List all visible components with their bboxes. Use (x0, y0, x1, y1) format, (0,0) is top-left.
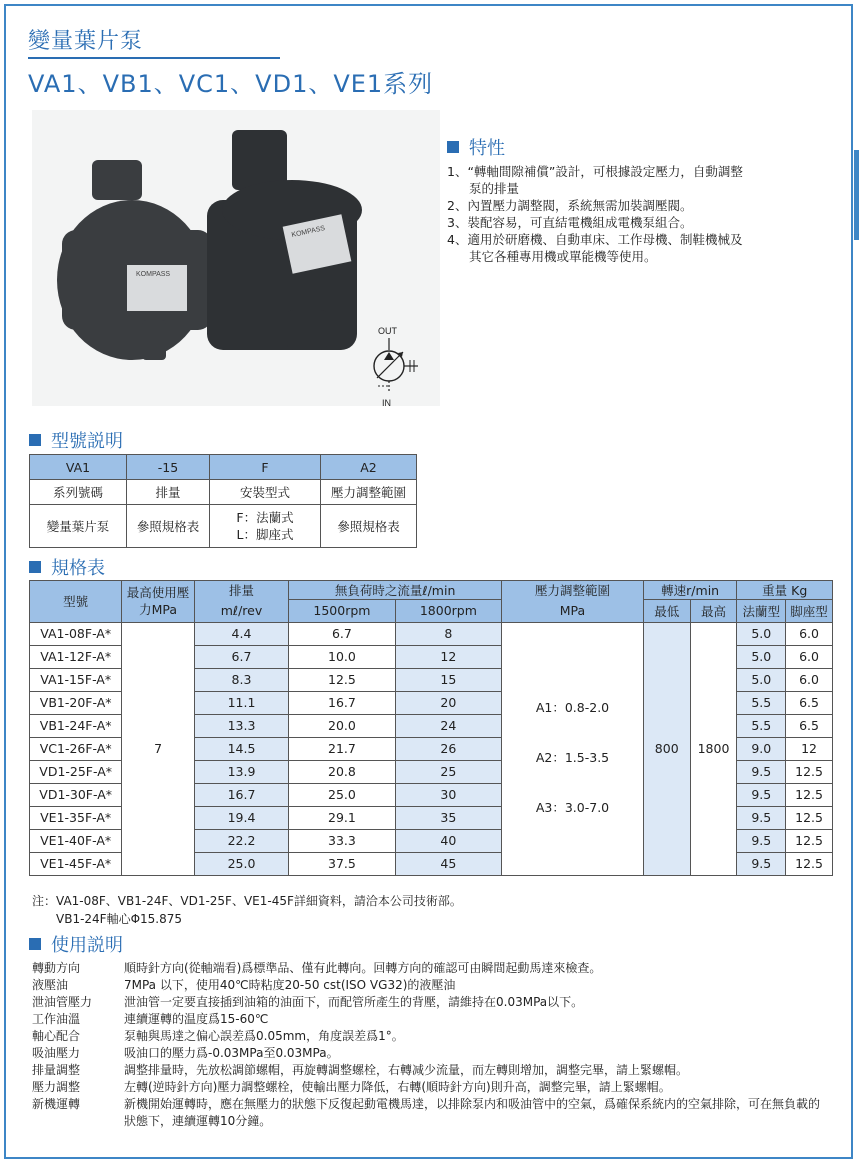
pressure-range-value: A1：0.8-2.0 (535, 699, 610, 715)
table-cell: 20.0 (289, 714, 395, 737)
column-header: 無負荷時之流量ℓ/min (289, 581, 502, 600)
usage-label: 轉動方向 (32, 961, 81, 975)
table-cell: 4.4 (194, 622, 288, 645)
feature-item: 其它各種專用機或單能機等使用。 (469, 249, 657, 264)
table-cell: 10.0 (289, 645, 395, 668)
column-header: 重量 Kg (737, 581, 833, 600)
table-cell: 26 (395, 737, 501, 760)
table-cell: VA1-08F-A* (30, 622, 122, 645)
usage-text: 順時針方向(從軸端看)爲標準品、僅有此轉向。回轉方向的確認可由瞬間起動馬達來檢查。 (124, 961, 602, 975)
table-cell: 12.5 (786, 783, 833, 806)
usage-item (32, 994, 824, 1011)
table-row (30, 622, 833, 645)
svg-text:KOMPASS: KOMPASS (136, 271, 171, 278)
pressure-range-value: A2：1.5-3.5 (535, 749, 610, 765)
feature-item: 2、內置壓力調整閥，系統無需加裝調壓閥。 (447, 198, 693, 213)
column-header: 型號 (30, 581, 122, 623)
usage-item (32, 960, 824, 977)
table-cell: 12 (786, 737, 833, 760)
table-cell: VD1-25F-A* (30, 760, 122, 783)
table-cell: 變量葉片泵 (30, 505, 127, 548)
features-heading: 特性 (447, 134, 505, 160)
usage-label: 新機運轉 (32, 1097, 81, 1111)
table-cell: 21.7 (289, 737, 395, 760)
usage-item (32, 1079, 824, 1096)
column-header: 壓力調整範圍 (502, 581, 644, 600)
hydraulic-pump-symbol (358, 322, 438, 412)
table-cell: 12.5 (289, 668, 395, 691)
table-cell: 系列號碼 (30, 480, 127, 505)
feature-item: 4、適用於研磨機、自動車床、工作母機、制鞋機械及 (447, 232, 743, 247)
table-cell: VE1-45F-A* (30, 852, 122, 875)
usage-text: 吸油口的壓力爲-0.03MPa至0.03MPa。 (124, 1046, 339, 1060)
table-cell: 14.5 (194, 737, 288, 760)
table-cell (210, 505, 321, 548)
table-cell: 30 (395, 783, 501, 806)
table-cell: VB1-20F-A* (30, 691, 122, 714)
usage-label: 工作油溫 (32, 1012, 81, 1026)
pressure-range-value: A3：3.0-7.0 (535, 799, 610, 815)
table-row (30, 455, 417, 480)
heading-square-icon (447, 141, 459, 153)
table-cell: 安裝型式 (210, 480, 321, 505)
page-subtitle: VA1、VB1、VC1、VD1、VE1系列 (28, 70, 434, 98)
table-cell: 12 (395, 645, 501, 668)
table-cell: VC1-26F-A* (30, 737, 122, 760)
usage-text: 7MPa 以下，使用40℃時粘度20-50 cst(ISO VG32)的液壓油 (124, 978, 456, 992)
table-cell: 13.9 (194, 760, 288, 783)
usage-item (32, 977, 824, 994)
table-cell: 9.0 (737, 737, 786, 760)
table-cell: -15 (127, 455, 210, 480)
table-cell: 29.1 (289, 806, 395, 829)
usage-item (32, 1011, 824, 1028)
table-cell: 9.5 (737, 783, 786, 806)
table-cell: F (210, 455, 321, 480)
usage-label: 吸油壓力 (32, 1046, 81, 1060)
usage-text: 連續運轉的温度爲15-60℃ (124, 1012, 269, 1026)
table-cell: 9.5 (737, 760, 786, 783)
table-cell: 25 (395, 760, 501, 783)
note-line: VB1-24F軸心Φ15.875 (56, 912, 183, 926)
spec-table (29, 580, 833, 876)
table-cell: 25.0 (194, 852, 288, 875)
table-cell: 6.5 (786, 714, 833, 737)
column-header: 排量 (194, 581, 288, 600)
svg-text:KOMPASS: KOMPASS (290, 225, 326, 240)
table-cell: VE1-35F-A* (30, 806, 122, 829)
table-cell (502, 622, 644, 875)
table-cell: 6.0 (786, 668, 833, 691)
heading-square-icon (29, 938, 41, 950)
table-cell: 5.0 (737, 645, 786, 668)
column-header: mℓ/rev (194, 600, 288, 623)
usage-item (32, 1096, 824, 1130)
table-header-row (30, 581, 833, 600)
table-cell: 22.2 (194, 829, 288, 852)
table-cell: 12.5 (786, 829, 833, 852)
table-cell: VB1-24F-A* (30, 714, 122, 737)
symbol-out-label: OUT (378, 326, 397, 336)
usage-label: 泄油管壓力 (32, 995, 93, 1009)
table-cell: VA1 (30, 455, 127, 480)
table-cell: 6.0 (786, 622, 833, 645)
column-header: 轉速r/min (643, 581, 737, 600)
table-cell: 37.5 (289, 852, 395, 875)
table-cell: 參照規格表 (127, 505, 210, 548)
table-cell: 800 (643, 622, 690, 875)
column-header: 最低 (643, 600, 690, 623)
model-code-table (29, 454, 417, 548)
usage-item (32, 1028, 824, 1045)
table-cell: 25.0 (289, 783, 395, 806)
mount-option: L：脚座式 (236, 527, 294, 542)
table-cell: 24 (395, 714, 501, 737)
column-header: 最高 (690, 600, 737, 623)
usage-item (32, 1062, 824, 1079)
page-title: 變量葉片泵 (28, 29, 144, 54)
symbol-in-label: IN (382, 398, 391, 408)
table-cell: 8 (395, 622, 501, 645)
table-cell: 8.3 (194, 668, 288, 691)
table-cell: 6.7 (289, 622, 395, 645)
table-cell: 12.5 (786, 852, 833, 875)
table-cell: VE1-40F-A* (30, 829, 122, 852)
table-cell: 1800 (690, 622, 737, 875)
table-cell: 40 (395, 829, 501, 852)
usage-text: 左轉(逆時針方向)壓力調整螺栓，使輸出壓力降低，右轉(順時針方向)則升高，調整完畢，請上緊螺帽。 (124, 1080, 671, 1094)
table-cell: 5.0 (737, 668, 786, 691)
table-cell: VA1-12F-A* (30, 645, 122, 668)
usage-text: 泵軸與馬達之偏心誤差爲0.05mm，角度誤差爲1°。 (124, 1029, 404, 1043)
table-cell: 11.1 (194, 691, 288, 714)
feature-item: 1、“轉軸間隙補償”設計，可根據設定壓力，自動調整 (447, 164, 743, 179)
features-list (447, 163, 743, 265)
table-cell: 9.5 (737, 852, 786, 875)
table-cell: 7 (122, 622, 194, 875)
table-cell: 20 (395, 691, 501, 714)
feature-item: 泵的排量 (469, 181, 520, 196)
usage-label: 軸心配合 (32, 1029, 81, 1043)
table-cell: 參照規格表 (321, 505, 417, 548)
table-cell: 5.5 (737, 691, 786, 714)
table-cell: 9.5 (737, 806, 786, 829)
table-cell: 13.3 (194, 714, 288, 737)
table-cell: 19.4 (194, 806, 288, 829)
table-cell: 5.0 (737, 622, 786, 645)
column-header: MPa (502, 600, 644, 623)
table-cell: 12.5 (786, 760, 833, 783)
usage-text: 新機開始運轉時，應在無壓力的狀態下反復起動電機馬達，以排除泵内和吸油管中的空氣，爲確保系統内的空氣排除，可在無負載的狀態下，連續運轉10分鐘。 (124, 1097, 821, 1128)
table-cell: 33.3 (289, 829, 395, 852)
usage-text: 調整排量時，先放松調節螺帽，再旋轉調整螺栓，右轉减少流量，而左轉則增加，調整完畢，請上緊螺帽。 (124, 1063, 689, 1077)
table-row (30, 480, 417, 505)
table-cell: 15 (395, 668, 501, 691)
column-header: 脚座型 (786, 600, 833, 623)
column-header: 1500rpm (289, 600, 395, 623)
mount-option: F：法蘭式 (236, 510, 294, 525)
side-tab-marker (854, 150, 859, 240)
table-cell: 45 (395, 852, 501, 875)
usage-list (32, 960, 824, 1130)
table-cell: 6.0 (786, 645, 833, 668)
usage-label: 壓力調整 (32, 1080, 81, 1094)
usage-text: 泄油管一定要直接插到油箱的油面下，而配管所產生的背壓，請維持在0.03MPa以下。 (124, 995, 584, 1009)
title-underline (28, 57, 280, 59)
feature-item: 3、裝配容易，可直結電機組成電機泵組合。 (447, 215, 693, 230)
table-cell: 16.7 (194, 783, 288, 806)
model-heading: 型號説明 (29, 427, 123, 453)
column-header: 法蘭型 (737, 600, 786, 623)
usage-label: 液壓油 (32, 978, 69, 992)
table-row (30, 505, 417, 548)
heading-square-icon (29, 434, 41, 446)
spec-notes (32, 892, 462, 928)
table-cell: 20.8 (289, 760, 395, 783)
table-cell: VD1-30F-A* (30, 783, 122, 806)
usage-label: 排量調整 (32, 1063, 81, 1077)
heading-square-icon (29, 561, 41, 573)
usage-item (32, 1045, 824, 1062)
table-cell: A2 (321, 455, 417, 480)
table-cell: 12.5 (786, 806, 833, 829)
table-cell: 6.5 (786, 691, 833, 714)
table-cell: 35 (395, 806, 501, 829)
table-cell: 壓力調整範圍 (321, 480, 417, 505)
note-line: 注：VA1-08F、VB1-24F、VD1-25F、VE1-45F詳細資料，請洽本公司技術部。 (32, 894, 462, 908)
column-header: 最高使用壓力MPa (122, 581, 194, 623)
table-cell: 5.5 (737, 714, 786, 737)
table-cell: VA1-15F-A* (30, 668, 122, 691)
table-cell: 6.7 (194, 645, 288, 668)
usage-heading: 使用説明 (29, 931, 123, 957)
table-cell: 9.5 (737, 829, 786, 852)
table-cell: 排量 (127, 480, 210, 505)
spec-heading: 規格表 (29, 554, 105, 580)
column-header: 1800rpm (395, 600, 501, 623)
table-cell: 16.7 (289, 691, 395, 714)
